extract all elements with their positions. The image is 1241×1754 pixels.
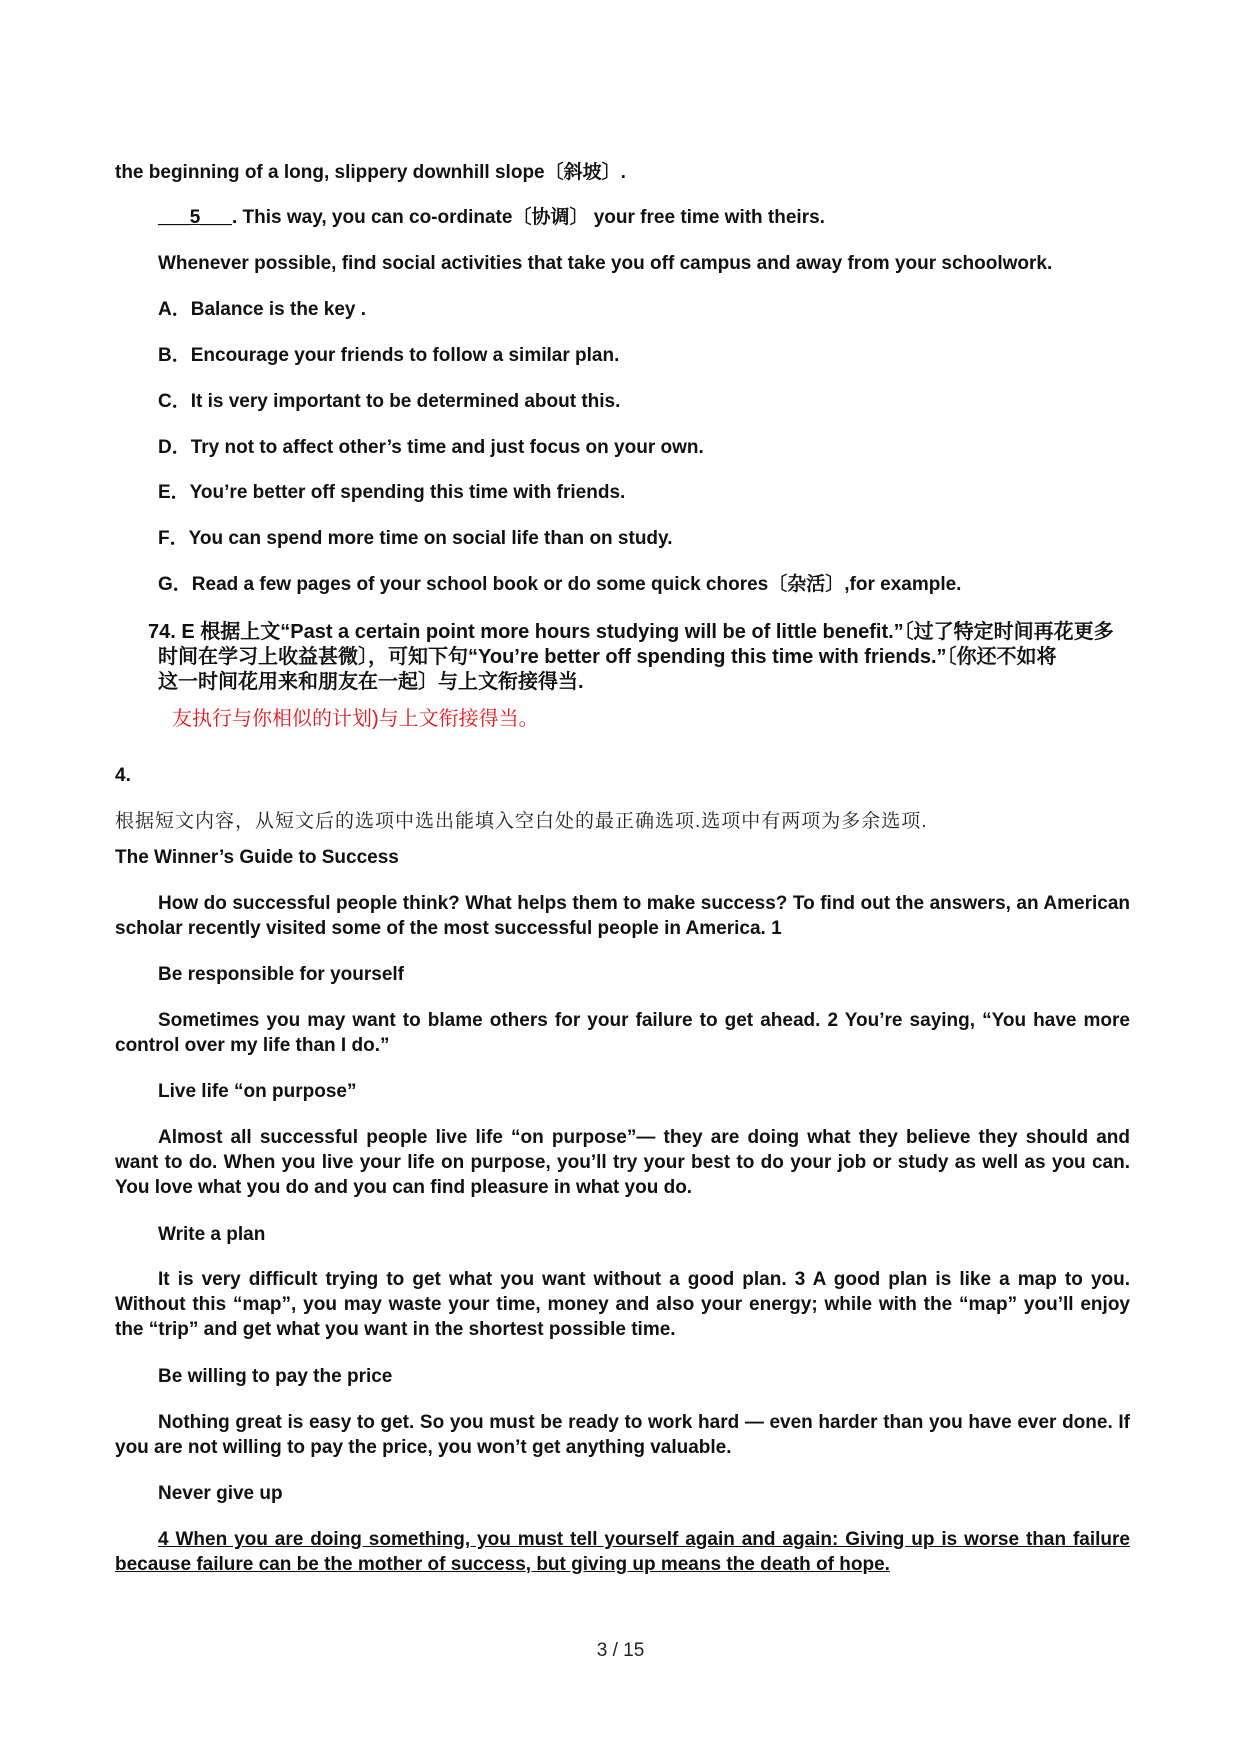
text-line: the beginning of a long, slippery downhill slope〔斜坡〕. <box>115 162 626 183</box>
heading-responsible: Be responsible for yourself <box>158 964 405 985</box>
paragraph-2: Sometimes you may want to blame others for your failure to get ahead. 2 You’re saying, “You have more control over my life than I do.” <box>115 1010 1130 1056</box>
option-b: B．Encourage your friends to follow a similar plan. <box>158 345 620 366</box>
paragraph-1: How do successful people think? What helps them to make success? To find out the answers, an American scholar recently visited some of the most successful people in America. 1 <box>115 893 1130 939</box>
text-line: Whenever possible, find social activities that take you off campus and away from your schoolwork. <box>158 253 1053 274</box>
heading-never-give-up: Never give up <box>158 1483 283 1504</box>
heading-pay-price: Be willing to pay the price <box>158 1366 393 1387</box>
page-number: 3 / 15 <box>596 1640 645 1661</box>
option-f: F．You can spend more time on social life than on study. <box>158 528 673 549</box>
answer-74-line-2: 时间在学习上收益甚微〕，可知下句“You’re better off spending this time with friends.”〔你还不如将 <box>158 646 1057 668</box>
instruction: 根据短文内容，从短文后的选项中选出能填入空白处的最正确选项.选项中有两项为多余选项. <box>115 811 928 832</box>
answer-74-line-3: 这一时间花用来和朋友在一起〕与上文衔接得当. <box>158 671 584 693</box>
answer-74-line-1: 74. E 根据上文“Past a certain point more hours studying will be of little benefit.”〔过了特定时间再花更多 <box>148 621 1114 643</box>
option-d: D．Try not to affect other’s time and just focus on your own. <box>158 437 704 458</box>
passage-title: The Winner’s Guide to Success <box>115 847 399 868</box>
blank-5: ___5___ <box>158 207 232 228</box>
option-e: E．You’re better off spending this time with friends. <box>158 482 626 503</box>
option-g: G．Read a few pages of your school book or do some quick chores〔杂活〕,for example. <box>158 574 962 595</box>
option-a: A．Balance is the key . <box>158 299 367 320</box>
red-note: 友执行与你相似的计划)与上文衔接得当。 <box>172 708 539 730</box>
paragraph-5: Nothing great is easy to get. So you must be ready to work hard — even harder than you have ever done. If you are not willing to pay the price, you won’t get anything valuable. <box>115 1412 1130 1458</box>
answer-74 <box>148 620 1130 695</box>
section-number: 4. <box>115 765 131 786</box>
question-5-text: . This way, you can co-ordinate〔协调〕 your free time with theirs. <box>231 207 825 228</box>
heading-on-purpose: Live life “on purpose” <box>158 1081 357 1102</box>
paragraph-6: 4 When you are doing something, you must tell yourself again and again: Giving up is worse than failure because failure can be the mother of success, but giving up means the death of hope. <box>115 1529 1130 1575</box>
paragraph-4: It is very difficult trying to get what you want without a good plan. 3 A good plan is like a map to you. Without this “map”, you may waste your time, money and also your energy; while with the “map” you’ll enjoy the “trip” and get what you want in the shortest possible time. <box>115 1269 1130 1340</box>
paragraph-3: Almost all successful people live life “on purpose”— they are doing what they believe they should and want to do. When you live your life on purpose, you’ll try your best to do your job or study as well as you can. You love what you do and you can find pleasure in what you do. <box>115 1127 1130 1198</box>
option-c: C．It is very important to be determined about this. <box>158 391 621 412</box>
heading-write-plan: Write a plan <box>158 1224 266 1245</box>
question-5-line <box>158 205 1130 230</box>
